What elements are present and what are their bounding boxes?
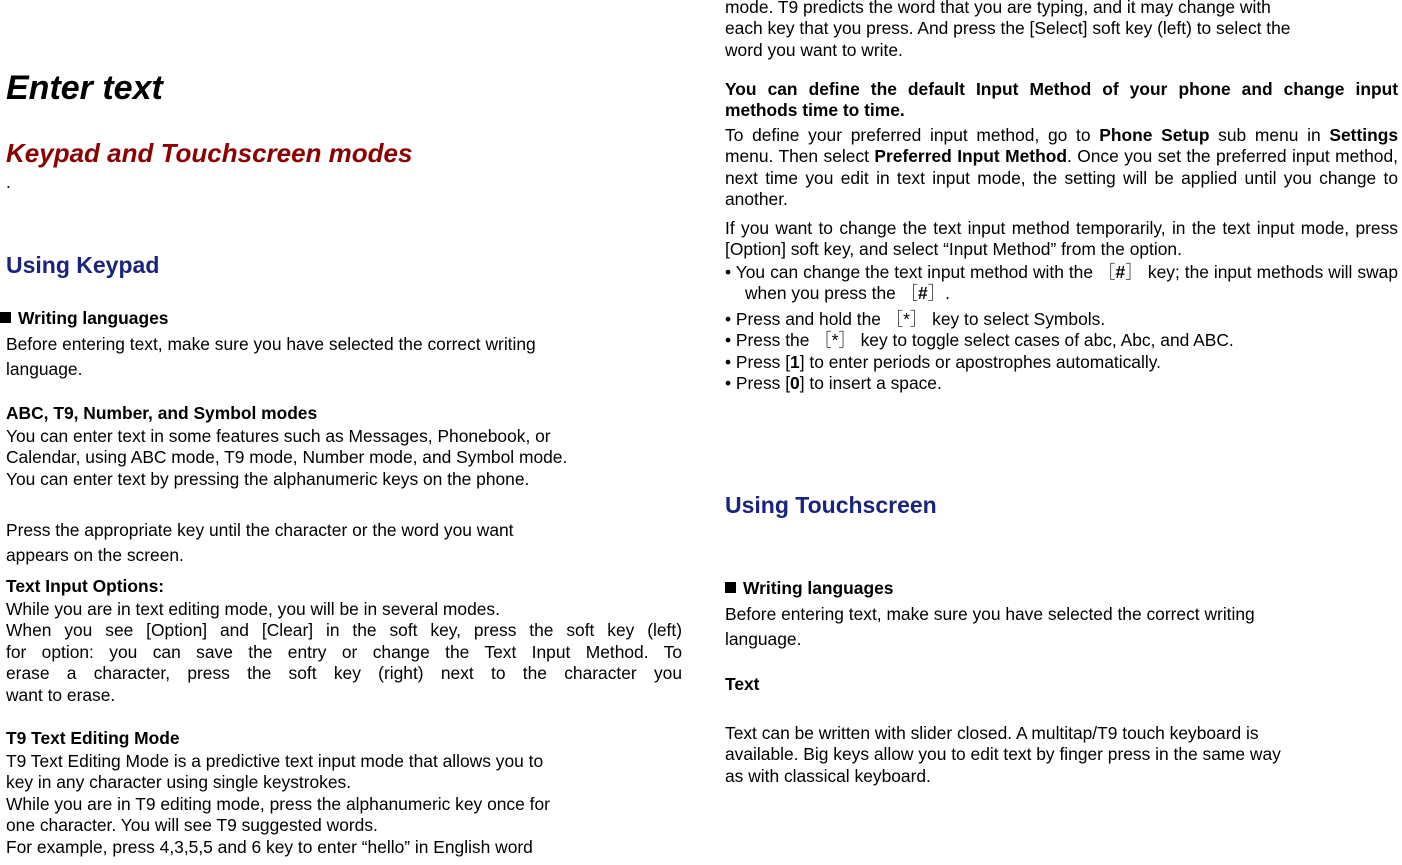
t9-body xyxy=(6,751,682,858)
text-run: ］ key; the input methods will swap when you press the ［ xyxy=(745,262,1398,304)
writing-languages-heading-2 xyxy=(725,578,1398,599)
text-line: When you see [Option] and [Clear] in the soft key, press the soft key (left) xyxy=(6,620,682,641)
text-line: as with classical keyboard. xyxy=(725,765,931,786)
define-heading: You can define the default Input Method of your phone and change input methods time to time. xyxy=(725,79,1398,121)
text-line: While you are in T9 editing mode, press the alphanumeric key once for xyxy=(6,793,550,814)
options-heading: Text Input Options: xyxy=(6,576,165,596)
text-line: Text can be written with slider closed. A multitap/T9 touch keyboard is xyxy=(725,723,1259,743)
text-run: ] to insert a space. xyxy=(799,373,942,394)
bullet-list xyxy=(725,309,1398,395)
text-line: one character. You will see T9 suggested words. xyxy=(6,815,378,836)
text-line: word you want to write. xyxy=(725,39,903,60)
key-1: 1 xyxy=(790,351,800,372)
text-line: Press the appropriate key until the character or the word you want xyxy=(6,520,514,540)
define-paragraph xyxy=(725,125,1398,211)
modes-body xyxy=(6,426,682,490)
text-line: language. xyxy=(6,359,83,379)
text-line: available. Big keys allow you to edit text by finger press in the same way xyxy=(725,744,1281,765)
text-line: each key that you press. And press the [Select] soft key (left) to select the xyxy=(725,18,1291,39)
text-run: sub menu in xyxy=(1209,125,1330,145)
text-run: • Press [ xyxy=(725,373,791,394)
writing-languages-body xyxy=(6,332,682,382)
key-hash: # xyxy=(918,283,928,304)
press-body xyxy=(6,518,682,568)
bullet-periods xyxy=(725,352,1398,373)
text-line: While you are in text editing mode, you will be in several modes. xyxy=(6,599,500,619)
t9-continued xyxy=(725,0,1398,61)
writing-languages-label: Writing languages xyxy=(743,578,894,598)
square-bullet-icon xyxy=(725,582,736,593)
text-line: want to erase. xyxy=(6,684,116,705)
text-run: • Press [ xyxy=(725,351,791,372)
bullet-swap xyxy=(725,262,1398,305)
text-body xyxy=(725,723,1398,787)
bullet-space xyxy=(725,373,1398,394)
text-line: erase a character, press the soft key (right) next to the character you xyxy=(6,663,682,684)
text-line: T9 Text Editing Mode is a predictive text input mode that allows you to xyxy=(6,751,544,771)
text-line: appears on the screen. xyxy=(6,545,184,565)
text-run: ] to enter periods or apostrophes automatically. xyxy=(799,351,1161,372)
text-run: To define your preferred input method, go to xyxy=(725,125,1100,145)
square-bullet-icon xyxy=(0,312,11,323)
writing-languages-body-2 xyxy=(725,602,1398,652)
menu-preferred-input-method: Preferred Input Method xyxy=(874,146,1067,167)
bullet-symbols: • Press and hold the ［*］ key to select Symbols. xyxy=(725,309,1106,329)
options-body xyxy=(6,599,682,706)
menu-settings: Settings xyxy=(1329,125,1399,145)
text-line: You can enter text in some features such as Messages, Phonebook, or xyxy=(6,426,551,446)
text-line: You can enter text by pressing the alphanumeric keys on the phone. xyxy=(6,468,530,489)
page-title: Enter text xyxy=(6,69,163,107)
text-line: Before entering text, make sure you have selected the correct writing xyxy=(6,334,536,354)
text-line: For example, press 4,3,5,5 and 6 key to enter “hello” in English word xyxy=(6,836,533,857)
modes-heading: ABC, T9, Number, and Symbol modes xyxy=(6,403,318,423)
text-run: ］. xyxy=(927,283,950,304)
text-line: mode. T9 predicts the word that you are typing, and it may change with xyxy=(725,0,1271,17)
key-hash: # xyxy=(1115,262,1126,282)
section-title-modes: Keypad and Touchscreen modes xyxy=(6,138,413,168)
t9-heading: T9 Text Editing Mode xyxy=(6,728,180,748)
text-run: • You can change the text input method with the ［ xyxy=(725,262,1116,282)
dot-text: . xyxy=(6,172,11,192)
text-run: . Once you set the preferred input method, next time you edit in text input mode, the setting will be applied until you change to another. xyxy=(725,146,1398,210)
menu-phone-setup: Phone Setup xyxy=(1099,125,1210,145)
text-line: key in any character using single keystrokes. xyxy=(6,772,352,793)
text-line: for option: you can save the entry or change the Text Input Method. To xyxy=(6,641,682,662)
heading-using-touchscreen: Using Touchscreen xyxy=(725,492,937,518)
text-run: menu. Then select xyxy=(725,146,875,167)
text-heading: Text xyxy=(725,674,760,694)
writing-languages-heading xyxy=(0,308,682,329)
text-line: Before entering text, make sure you have selected the correct writing xyxy=(725,604,1255,624)
bullet-toggle-case: • Press the ［*］ key to toggle select cases of abc, Abc, and ABC. xyxy=(725,330,1234,351)
writing-languages-label: Writing languages xyxy=(18,308,169,328)
temporary-paragraph: If you want to change the text input method temporarily, in the text input mode, press [Option] soft key, and select “Input Method” from the option. xyxy=(725,218,1398,260)
key-0: 0 xyxy=(790,373,800,394)
text-line: Calendar, using ABC mode, T9 mode, Number mode, and Symbol mode. xyxy=(6,447,568,468)
heading-using-keypad: Using Keypad xyxy=(6,252,160,278)
text-line: language. xyxy=(725,629,802,649)
